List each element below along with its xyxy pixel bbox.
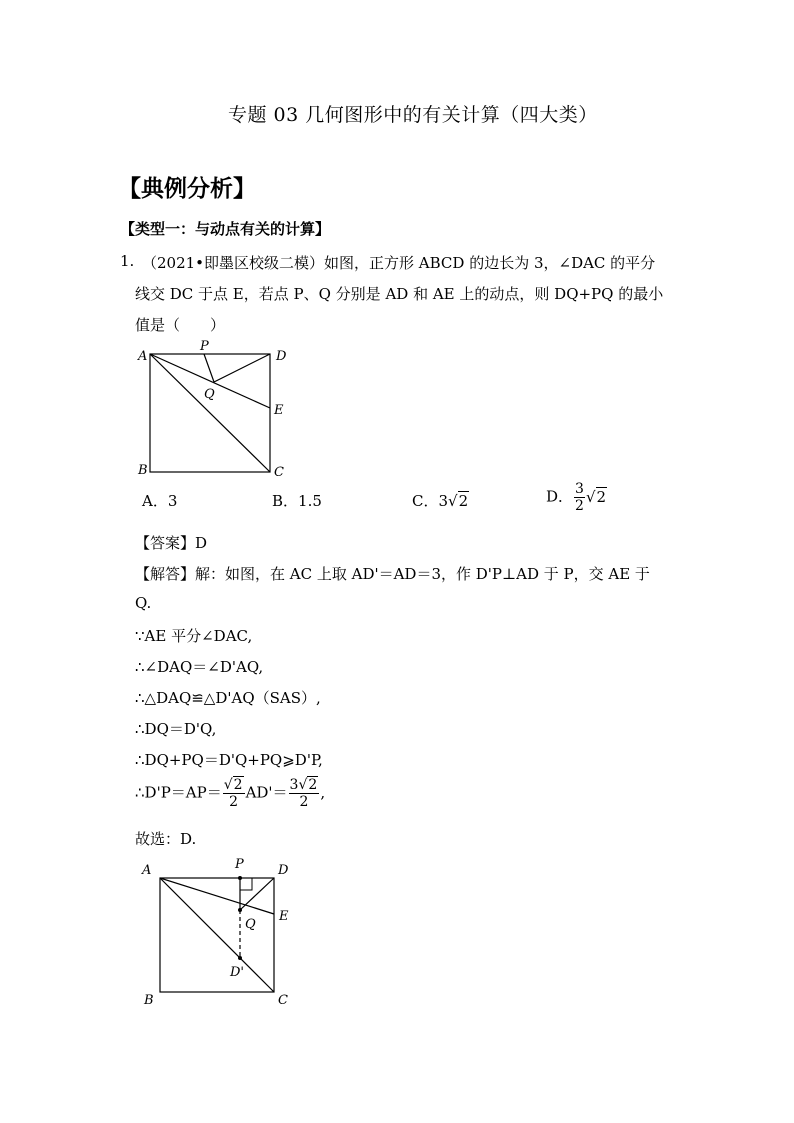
fraction-2: $\frac{3√2}{2}$ <box>289 777 318 810</box>
label-c: C <box>274 465 284 480</box>
label-c: C <box>278 993 288 1008</box>
label-a: A <box>142 863 152 878</box>
line8-prefix: ∴D'P＝AP＝ <box>135 783 222 802</box>
option-b: B．1.5 <box>272 492 322 510</box>
solution-line-1: 【解答】解：如图，在 AC 上取 AD'＝AD＝3，作 D'P⊥AD 于 P，交 AE 于 <box>135 565 650 583</box>
solution-line-6: ∴DQ＝D'Q, <box>135 720 217 738</box>
conclusion: 故选：D. <box>135 830 197 848</box>
right-angle-mark <box>240 878 252 890</box>
label-d: D <box>276 349 287 364</box>
section-heading: 【典例分析】 <box>118 175 256 202</box>
label-e: E <box>279 909 289 924</box>
label-e: E <box>274 403 284 418</box>
option-d-prefix: D． <box>546 487 574 506</box>
label-q: Q <box>245 917 256 932</box>
page-title: 专题 03 几何图形中的有关计算（四大类） <box>228 104 598 126</box>
label-d: D <box>278 863 289 878</box>
solution-line-2: Q. <box>135 594 152 612</box>
segment-pq <box>204 354 214 382</box>
sqrt-sign: √2 <box>585 487 607 506</box>
question-line-2: 线交 DC 于点 E，若点 P、Q 分别是 AD 和 AE 上的动点，则 DQ+PQ 的最小 <box>135 285 664 303</box>
label-a: A <box>138 349 148 364</box>
point-q <box>238 908 242 912</box>
sqrt-sign: √2 <box>448 492 469 510</box>
label-dprime: D' <box>230 965 244 980</box>
solution-line-4: ∴∠DAQ＝∠D'AQ, <box>135 658 264 676</box>
diagonal-ac <box>160 878 274 992</box>
option-d <box>546 482 607 513</box>
segment-dq <box>214 354 270 382</box>
bisector-ae <box>160 878 274 914</box>
label-p: P <box>200 340 209 354</box>
point-p <box>238 876 242 880</box>
solution-line-5: ∴△DAQ≌△D'AQ（SAS）, <box>135 689 321 707</box>
option-c-prefix: C．3 <box>412 492 449 510</box>
figure-solution <box>134 852 304 1012</box>
question-line-3: 值是（ ） <box>135 316 226 334</box>
label-q: Q <box>204 387 215 402</box>
type-heading: 【类型一：与动点有关的计算】 <box>120 220 331 238</box>
point-dprime <box>238 956 242 960</box>
line8-mid: AD'＝ <box>245 783 288 802</box>
label-b: B <box>138 463 148 478</box>
option-a: A．3 <box>142 492 178 510</box>
solution-line-8 <box>135 778 325 809</box>
segment-dq <box>240 878 274 910</box>
label-p: P <box>235 857 244 872</box>
question-line-1: （2021•即墨区校级二模）如图，正方形 ABCD 的边长为 3，∠DAC 的平分 <box>142 254 656 272</box>
line8-suffix: , <box>320 783 326 802</box>
question-number: 1. <box>120 252 135 270</box>
figure-square-abcd <box>130 340 300 480</box>
label-b: B <box>144 993 154 1008</box>
fraction: $\frac{3}{2}$ <box>575 481 584 514</box>
option-c <box>412 490 469 511</box>
solution-line-3: ∵AE 平分∠DAC, <box>135 627 253 645</box>
solution-line-7: ∴DQ+PQ＝D'Q+PQ⩾D'P, <box>135 751 323 769</box>
answer: 【答案】D <box>135 534 208 552</box>
fraction-1: $\frac{√2}{2}$ <box>223 777 243 810</box>
